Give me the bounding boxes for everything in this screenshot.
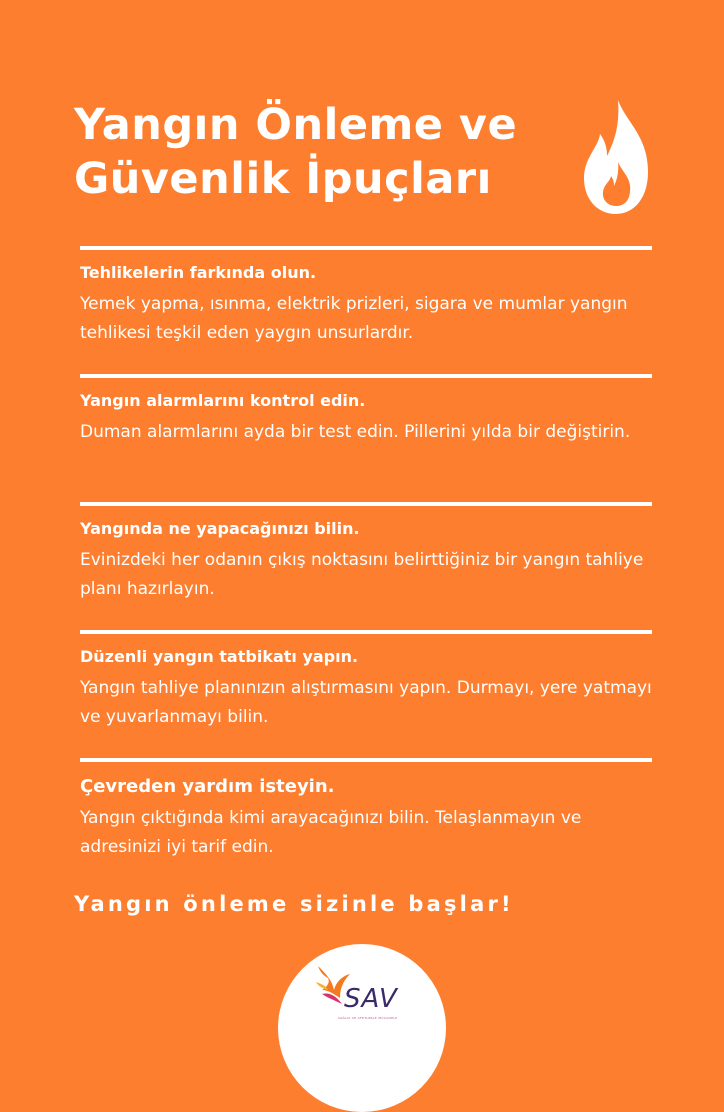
tip-body: Evinizdeki her odanın çıkış noktasını belirttiğiniz bir yangın tahliye planı hazırlayın.	[80, 550, 644, 599]
tip-body: Yemek yapma, ısınma, elektrik prizleri, sigara ve mumlar yangın tehlikesi teşkil eden yaygın unsurlardır.	[80, 294, 628, 343]
tip-heading: Tehlikelerin farkında olun.	[80, 263, 317, 282]
title-line-2: Güvenlik İpuçları	[74, 154, 492, 204]
logo-text: SAV	[344, 984, 398, 1014]
tip-item	[80, 374, 652, 502]
tips-list	[80, 246, 652, 886]
tip-heading: Yangın alarmlarını kontrol edin.	[80, 391, 366, 410]
slogan: Yangın önleme sizinle başlar!	[74, 892, 514, 916]
page-title	[74, 98, 594, 206]
tip-item	[80, 246, 652, 374]
tip-body: Yangın tahliye planınızın alıştırmasını yapın. Durmayı, yere yatmayı ve yuvarlanmayı bilin.	[80, 678, 652, 727]
title-line-1: Yangın Önleme ve	[74, 100, 518, 150]
tip-heading: Yangında ne yapacağınızı bilin.	[80, 519, 360, 538]
tip-body: Duman alarmlarını ayda bir test edin. Pillerini yılda bir değiştirin.	[80, 422, 631, 442]
tip-item	[80, 502, 652, 630]
sav-logo	[278, 944, 446, 1112]
logo-subtitle: SAĞLIK VE AFETLERLE MÜCADELE	[338, 1016, 398, 1020]
fire-icon	[580, 96, 652, 218]
tip-heading: Çevreden yardım isteyin.	[80, 776, 335, 797]
tip-body: Yangın çıktığında kimi arayacağınızı bilin. Telaşlanmayın ve adresinizi iyi tarif edin.	[80, 808, 582, 857]
tip-item	[80, 758, 652, 886]
tip-heading: Düzenli yangın tatbikatı yapın.	[80, 647, 359, 666]
tip-item	[80, 630, 652, 758]
